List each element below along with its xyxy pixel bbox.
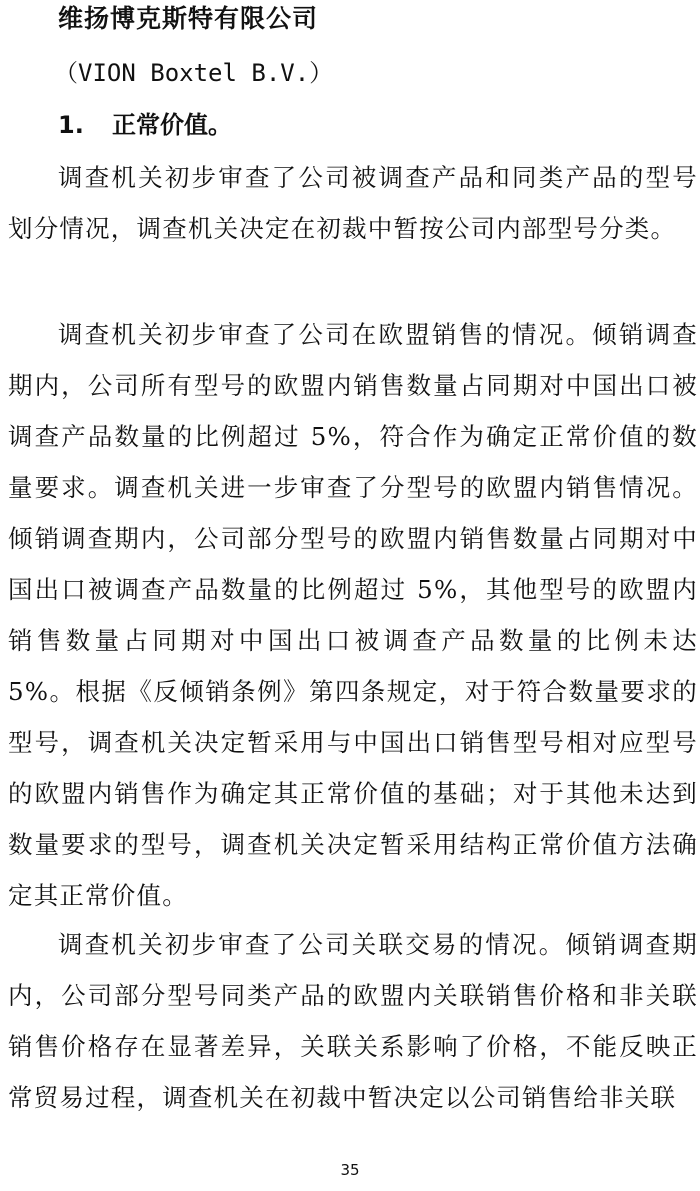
company-name: 维扬博克斯特有限公司 [58,4,319,33]
company-english-name: （VION Boxtel B.V.） [54,59,334,87]
section-title: 正常价值。 [112,111,232,139]
page-number: 35 [340,1161,360,1179]
section-heading [58,109,232,141]
paragraph-model-classification: 调查机关初步审查了公司被调查产品和同类产品的型号划分情况，调查机关决定在初裁中暂按公司内部型号分类。 [8,163,698,243]
paragraph-related-transactions: 调查机关初步审查了公司关联交易的情况。倾销调查期内，公司部分型号同类产品的欧盟内关联销售价格和非关联销售价格存在显著差异，关联关系影响了价格，不能反映正常贸易过程，调查机关在初裁中暂决定以公司销售给非关联 [8,930,698,1112]
section-number: 1. [58,111,84,139]
paragraph-eu-sales-review: 调查机关初步审查了公司在欧盟销售的情况。倾销调查期内，公司所有型号的欧盟内销售数量占同期对中国出口被调查产品数量的比例超过 5%，符合作为确定正常价值的数量要求。调查机关进一步审查了分型号的欧盟内销售情况。倾销调查期内，公司部分型号的欧盟内销售数量占同期对中国出口被调查产品数量的比例超过 5%，其他型号的欧盟内销售数量占同期对中国出口被调查产品数量的比例未达 5%。根据《反倾销条例》第四条规定，对于符合数量要求的型号，调查机关决定暂采用与中国出口销售型号相对应型号的欧盟内销售作为确定其正常价值的基础；对于其他未达到数量要求的型号，调查机关决定暂采用结构正常价值方法确定其正常价值。 [8,320,698,910]
